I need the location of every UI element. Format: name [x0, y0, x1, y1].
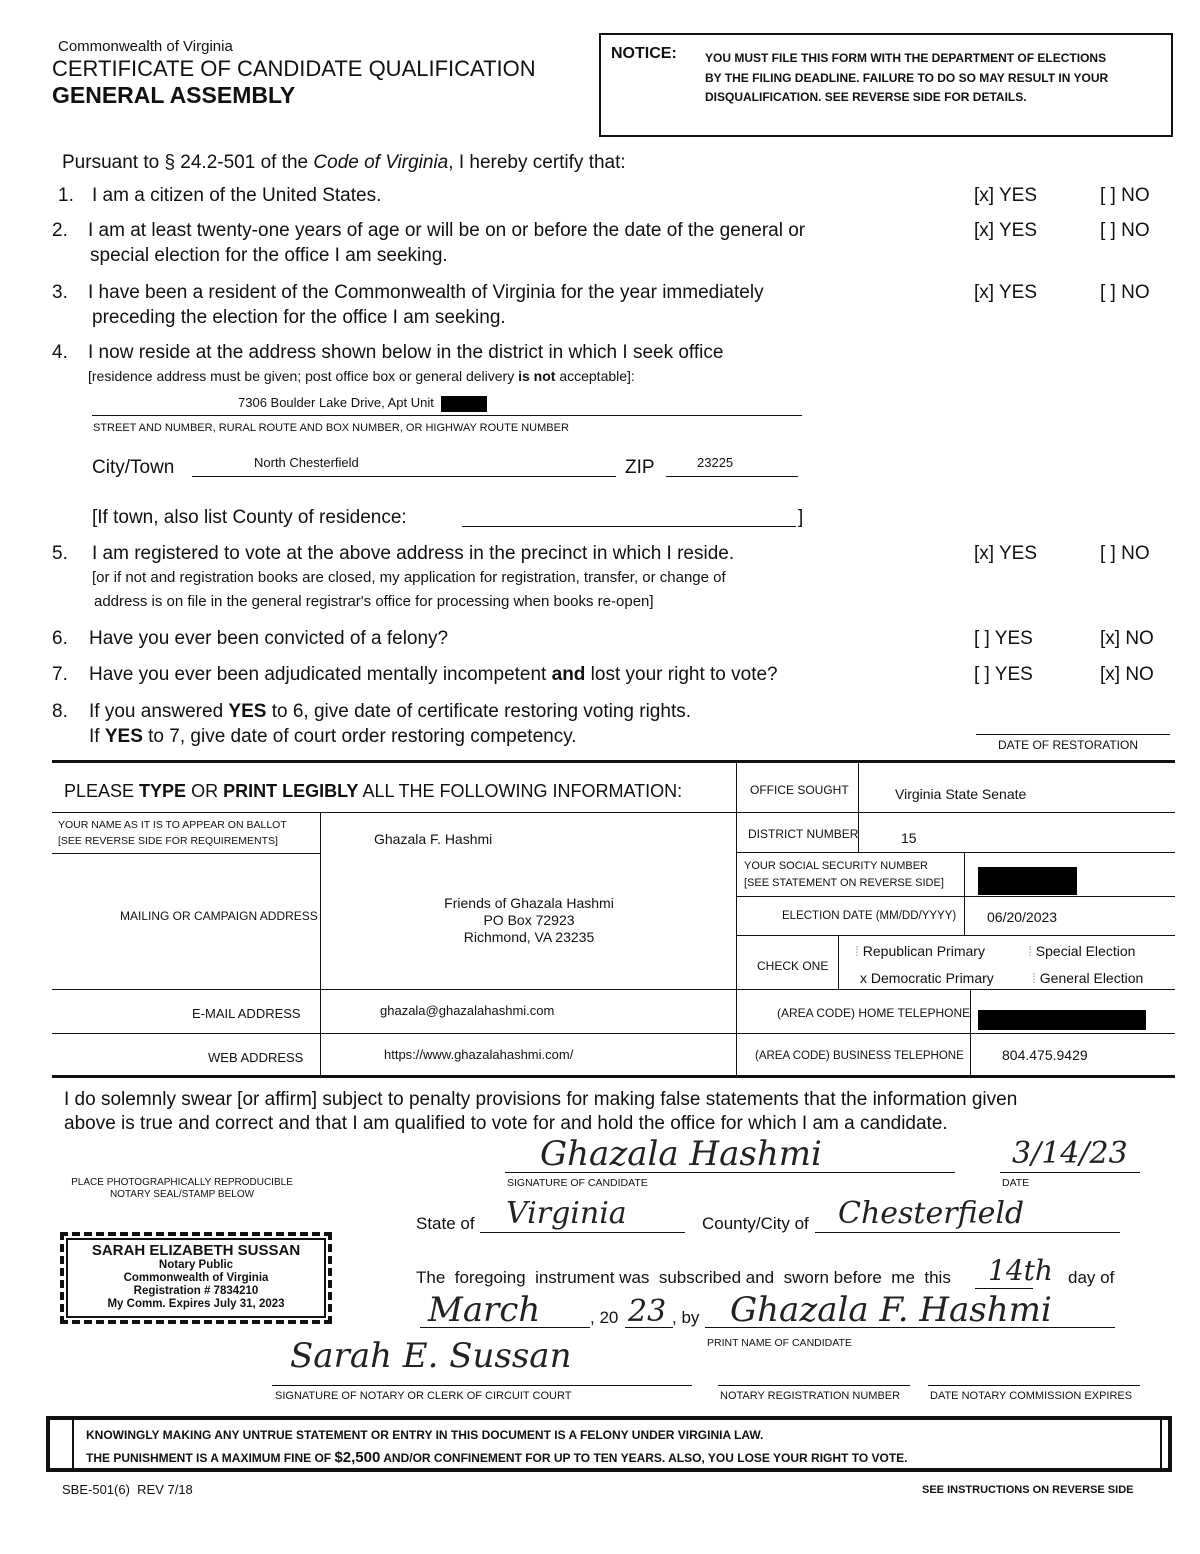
question-text: I have been a resident of the Commonwealth of Virginia for the year immediately — [88, 282, 764, 303]
question-2 — [52, 220, 1178, 270]
yes-checkbox[interactable]: [x] YES — [974, 185, 1038, 206]
question-4-text: I now reside at the address shown below in the district in which I seek office — [88, 342, 724, 363]
col-divider — [838, 935, 839, 989]
county-field[interactable] — [462, 526, 796, 527]
stamp-title: Notary Public — [158, 1259, 234, 1271]
mailing-line3: Richmond, VA 23235 — [463, 929, 595, 945]
warning-after: AND/OR CONFINEMENT FOR UP TO TEN YEARS. ALSO, YOU LOSE YOUR RIGHT TO VOTE. — [380, 1451, 908, 1465]
q7-after: lost your right to vote? — [585, 664, 778, 685]
oath-line2: above is true and correct and that I am qualified to vote for and hold the office for which I am a candidate. — [64, 1113, 948, 1134]
row-divider — [52, 853, 320, 854]
q8-l2-before: If — [89, 726, 105, 747]
day-field[interactable] — [975, 1288, 1033, 1289]
col-divider — [964, 852, 965, 935]
heading-before: PLEASE — [64, 781, 140, 801]
question-text-cont — [89, 726, 577, 748]
signature-date-label: DATE — [1002, 1177, 1030, 1189]
question-4-note — [88, 368, 635, 384]
ssn-label-line1: YOUR SOCIAL SECURITY NUMBER — [744, 860, 928, 872]
zip-value: 23225 — [697, 455, 734, 470]
warning-inner-border — [72, 1420, 74, 1468]
mailing-label: MAILING OR CAMPAIGN ADDRESS — [120, 909, 318, 923]
row-divider — [736, 896, 1175, 897]
question-text-cont: preceding the election for the office I am seeking. — [92, 307, 506, 328]
commission-expires-field[interactable] — [928, 1385, 1140, 1386]
election-date-value: 06/20/2023 — [987, 909, 1058, 925]
county-label: [If town, also list County of residence: — [92, 507, 407, 528]
intro-before: Pursuant to § 24.2-501 of the — [62, 152, 314, 173]
notary-stamp — [60, 1232, 332, 1324]
no-checkbox[interactable]: [x] NO — [1100, 664, 1154, 685]
office-label: OFFICE SOUGHT — [750, 783, 849, 797]
county-city-field[interactable] — [815, 1232, 1120, 1233]
question-number: 8. — [52, 701, 68, 722]
intro-after: , I hereby certify that: — [448, 152, 626, 173]
print-name-label: PRINT NAME OF CANDIDATE — [707, 1337, 852, 1349]
street-label: STREET AND NUMBER, RURAL ROUTE AND BOX NUMBER, OR HIGHWAY ROUTE NUMBER — [93, 422, 569, 434]
candidate-signature: Ghazala Hashmi — [540, 1134, 822, 1174]
email-value: ghazala@ghazalahashmi.com — [380, 1003, 555, 1018]
street-line — [92, 415, 802, 416]
web-value: https://www.ghazalahashmi.com/ — [384, 1047, 574, 1062]
street-text: 7306 Boulder Lake Drive, Apt Unit — [238, 395, 434, 410]
stamp-commonwealth: Commonwealth of Virginia — [123, 1272, 269, 1284]
signature-date-line — [1000, 1172, 1140, 1173]
district-label: DISTRICT NUMBER — [748, 827, 859, 841]
business-phone-value: 804.475.9429 — [1002, 1047, 1088, 1063]
warning-before: THE PUNISHMENT IS A MAXIMUM FINE OF — [86, 1451, 335, 1465]
question-5 — [52, 543, 1178, 618]
yes-checkbox[interactable]: [ ] YES — [974, 664, 1033, 685]
row-divider — [736, 935, 1175, 936]
notary-registration-label: NOTARY REGISTRATION NUMBER — [720, 1390, 901, 1402]
option-checkbox[interactable]: ⁞ — [1028, 943, 1032, 959]
city-field[interactable] — [192, 476, 616, 477]
row-divider — [52, 989, 1175, 990]
restoration-date-field[interactable] — [976, 734, 1170, 735]
state-field[interactable] — [480, 1232, 685, 1233]
option-label: Special Election — [1035, 943, 1136, 959]
day-value: 14th — [988, 1254, 1053, 1287]
stamp-name: SARAH ELIZABETH SUSSAN — [91, 1242, 301, 1259]
notary-signature-label: SIGNATURE OF NOTARY OR CLERK OF CIRCUIT COURT — [275, 1390, 572, 1402]
month-value: March — [428, 1290, 541, 1330]
notary-stamp-inner — [66, 1238, 326, 1318]
question-note-cont: address is on file in the general registrar's office for processing when books re-open] — [94, 593, 654, 610]
option-label: Democratic Primary — [870, 970, 994, 986]
county-city-label: County/City of — [702, 1214, 809, 1233]
name-label — [58, 817, 287, 849]
heading-bold-1: TYPE — [139, 781, 187, 801]
question-number: 1. — [58, 185, 74, 206]
city-label: City/Town — [92, 457, 175, 478]
no-checkbox[interactable]: [ ] NO — [1100, 543, 1150, 564]
restoration-date-label: DATE OF RESTORATION — [998, 738, 1139, 752]
question-7 — [52, 664, 1178, 692]
yes-checkbox[interactable]: [x] YES — [974, 543, 1038, 564]
intro-code: Code of Virginia — [313, 152, 449, 173]
q8-l2-bold: YES — [104, 726, 143, 747]
warning-line1: KNOWINGLY MAKING ANY UNTRUE STATEMENT OR ENTRY IN THIS DOCUMENT IS A FELONY UNDER VIRGINIA LAW. — [86, 1428, 764, 1442]
question-number: 2. — [52, 220, 68, 241]
option-republican[interactable] — [855, 943, 985, 959]
q7-bold: and — [551, 664, 586, 685]
candidate-signature-label: SIGNATURE OF CANDIDATE — [507, 1177, 648, 1189]
question-4-number: 4. — [52, 342, 68, 363]
ssn-label-line2: [SEE STATEMENT ON REVERSE SIDE] — [744, 877, 944, 889]
business-phone-label: (AREA CODE) BUSINESS TELEPHONE — [755, 1050, 964, 1062]
warning-amount: $2,500 — [334, 1449, 381, 1466]
question-note: [or if not and registration books are closed, my application for registration, transfer, or change of — [92, 569, 726, 586]
notary-signature: Sarah E. Sussan — [290, 1336, 572, 1376]
candidate-print-value: Ghazala F. Hashmi — [730, 1290, 1052, 1330]
ssn-label — [744, 858, 944, 892]
q8-l1-bold: YES — [228, 701, 267, 722]
no-checkbox[interactable]: [ ] NO — [1100, 282, 1150, 303]
question-text: Have you ever been convicted of a felony? — [89, 628, 449, 649]
by-label: , by — [672, 1308, 700, 1327]
yes-checkbox[interactable]: [x] YES — [974, 282, 1038, 303]
question-number: 7. — [52, 664, 68, 685]
question-1 — [58, 185, 1178, 215]
office-value: Virginia State Senate — [895, 786, 1027, 802]
email-label: E-MAIL ADDRESS — [192, 1006, 301, 1021]
seal-label-line1: PLACE PHOTOGRAPHICALLY REPRODUCIBLE — [71, 1177, 293, 1188]
district-value: 15 — [901, 830, 917, 846]
question-text — [89, 664, 778, 686]
option-checkbox[interactable]: ⁞ — [855, 943, 859, 959]
warning-inner-border — [1160, 1420, 1162, 1468]
option-general[interactable] — [1032, 970, 1143, 986]
candidate-signature-line — [505, 1172, 955, 1173]
q8-l1-after: to 6, give date of certificate restoring voting rights. — [266, 701, 692, 722]
yes-checkbox[interactable]: [ ] YES — [974, 628, 1033, 649]
notice-box — [599, 33, 1173, 137]
see-instructions: SEE INSTRUCTIONS ON REVERSE SIDE — [922, 1484, 1134, 1496]
web-label: WEB ADDRESS — [208, 1050, 304, 1065]
signature-date: 3/14/23 — [1012, 1136, 1128, 1171]
form-subtitle: GENERAL ASSEMBLY — [52, 82, 296, 108]
street-value — [238, 395, 487, 412]
option-special[interactable] — [1028, 943, 1135, 959]
commission-expires-label: DATE NOTARY COMMISSION EXPIRES — [930, 1390, 1133, 1402]
question-6 — [52, 628, 1178, 656]
notice-label: NOTICE: — [611, 45, 677, 62]
foregoing-text: The foregoing instrument was subscribed and sworn before me this — [416, 1268, 951, 1287]
name-label-line2: [SEE REVERSE SIDE FOR REQUIREMENTS] — [58, 835, 278, 847]
q7-before: Have you ever been adjudicated mentally incompetent — [89, 664, 552, 685]
info-heading — [64, 781, 682, 802]
check-one-label: CHECK ONE — [757, 959, 829, 973]
stamp-expires: My Comm. Expires July 31, 2023 — [107, 1298, 285, 1310]
stamp-registration: Registration # 7834210 — [133, 1285, 259, 1297]
option-democratic[interactable] — [860, 970, 994, 986]
option-label: Republican Primary — [862, 943, 985, 959]
note-before: [residence address must be given; post office box or general delivery — [88, 368, 519, 384]
county-close: ] — [798, 507, 804, 528]
row-divider — [736, 852, 1175, 853]
question-text: I am registered to vote at the above address in the precinct in which I reside. — [92, 543, 735, 564]
day-of-label: day of — [1068, 1268, 1115, 1287]
notary-signature-line — [272, 1385, 692, 1386]
heading-bold-2: PRINT LEGIBLY — [223, 781, 359, 801]
question-number: 5. — [52, 543, 68, 564]
state-label: State of — [416, 1214, 475, 1233]
question-text: I am at least twenty-one years of age or will be on or before the date of the general or — [88, 220, 806, 241]
notary-registration-field[interactable] — [718, 1385, 910, 1386]
option-checkbox[interactable]: ⁞ — [1032, 970, 1036, 986]
state-value: Virginia — [506, 1196, 627, 1231]
seal-label-line2: NOTARY SEAL/STAMP BELOW — [109, 1189, 255, 1200]
county-city-value: Chesterfield — [838, 1196, 1025, 1231]
note-bold: is not — [518, 368, 556, 384]
heading-after: ALL THE FOLLOWING INFORMATION: — [358, 781, 683, 801]
yes-checkbox[interactable]: [x] YES — [974, 220, 1038, 241]
year-prefix: , 20 — [590, 1308, 619, 1327]
election-date-label: ELECTION DATE (MM/DD/YYYY) — [782, 910, 957, 922]
notice-text: YOU MUST FILE THIS FORM WITH THE DEPARTMENT OF ELECTIONS BY THE FILING DEADLINE. FAILURE TO DO SO MAY RESULT IN YOUR DISQUALIFICATION. SEE REVERSE SIDE FOR DETAILS. — [705, 51, 1109, 104]
question-3 — [52, 282, 1178, 332]
zip-field[interactable] — [666, 476, 798, 477]
form-id: SBE-501(6) REV 7/18 — [62, 1482, 193, 1497]
col-divider — [970, 989, 971, 1078]
name-value: Ghazala F. Hashmi — [374, 831, 493, 847]
name-label-line1: YOUR NAME AS IT IS TO APPEAR ON BALLOT — [58, 819, 287, 831]
oath-text — [64, 1088, 1017, 1136]
col-divider — [320, 812, 321, 1078]
question-text: I am a citizen of the United States. — [92, 185, 382, 206]
form-title: CERTIFICATE OF CANDIDATE QUALIFICATION — [52, 56, 536, 81]
ssn-redacted — [978, 867, 1077, 895]
question-number: 3. — [52, 282, 68, 303]
row-divider — [52, 1033, 1175, 1034]
question-text — [89, 701, 691, 723]
mailing-line1: Friends of Ghazala Hashmi — [444, 895, 614, 911]
no-checkbox[interactable]: [ ] NO — [1100, 185, 1150, 206]
oath-line1: I do solemnly swear [or affirm] subject to penalty provisions for making false statements that the information given — [64, 1089, 1018, 1110]
city-value: North Chesterfield — [254, 455, 359, 470]
col-divider — [736, 763, 737, 1078]
mailing-line2: PO Box 72923 — [483, 912, 575, 928]
q8-l2-after: to 7, give date of court order restoring competency. — [142, 726, 577, 747]
no-checkbox[interactable]: [ ] NO — [1100, 220, 1150, 241]
question-number: 6. — [52, 628, 68, 649]
warning-line2 — [86, 1449, 908, 1466]
question-text-cont: special election for the office I am seeking. — [90, 245, 448, 266]
zip-label: ZIP — [625, 457, 655, 478]
home-phone-label: (AREA CODE) HOME TELEPHONE — [777, 1006, 971, 1020]
seal-instruction — [62, 1177, 302, 1201]
year-value: 23 — [628, 1294, 667, 1329]
option-label: General Election — [1039, 970, 1144, 986]
intro-text — [62, 152, 626, 174]
row-divider — [52, 812, 1175, 813]
redacted-unit — [441, 396, 487, 412]
warning-box — [46, 1416, 1172, 1472]
heading-mid: OR — [186, 781, 224, 801]
mailing-address — [324, 895, 734, 946]
commonwealth-label: Commonwealth of Virginia — [58, 38, 233, 55]
note-after: acceptable]: — [555, 368, 635, 384]
option-checkbox[interactable]: x — [860, 970, 867, 986]
no-checkbox[interactable]: [x] NO — [1100, 628, 1154, 649]
q8-l1-before: If you answered — [89, 701, 229, 722]
home-phone-redacted — [978, 1010, 1146, 1030]
info-table — [52, 760, 1175, 1078]
